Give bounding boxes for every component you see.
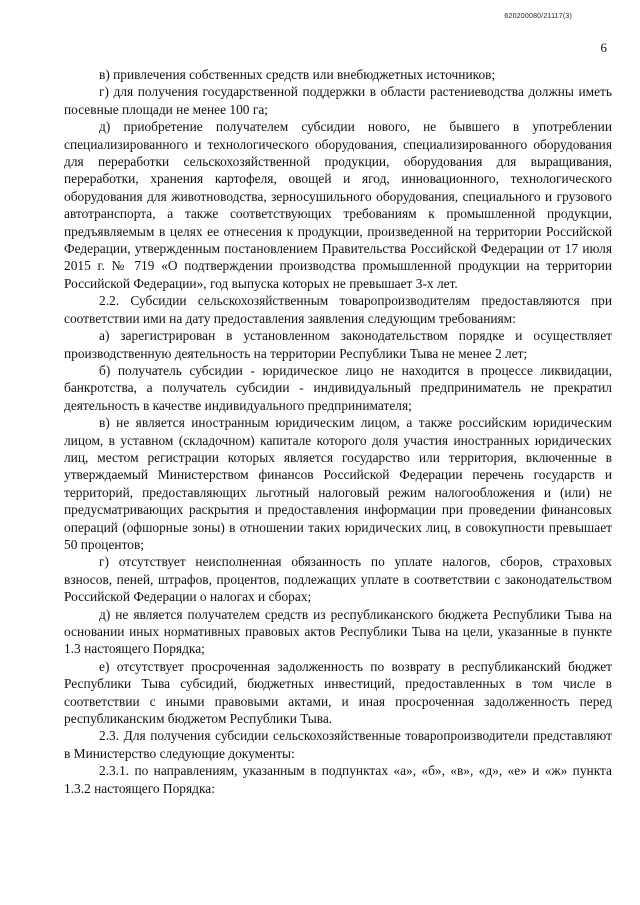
- paragraph-2-2-requirements: 2.2. Субсидии сельскохозяйственным товаропроизводителям предоставляются при соответствии ими на дату предоставления заявления следующим требованиям:: [64, 293, 612, 326]
- document-code: 620200080/21117(3): [504, 13, 572, 20]
- paragraph-d-equipment: д) приобретение получателем субсидии нового, не бывшего в употреблении специализированного и технологического оборудования, специализированного оборудования для переработки сельскохозяйственной продукции, оборудования для выращивания, переработки, хранения картофеля, овощей и ягод, инновационного, технологического оборудования для животноводства, зерносушильного оборудования, специального и грузового автотранспорта, а также соответствующих требованиям к промышленной продукции, предъявляемым в целях ее отнесения к продукции, произведенной на территории Российской Федерации, утвержденным постановлением Правительства Российской Федерации от 17 июля 2015 г. № 719 «О подтверждении производства промышленной продукции на территории Российской Федерации», год выпуска которых не превышает 3-х лет.: [64, 119, 612, 291]
- paragraph-2-3-1-directions: 2.3.1. по направлениям, указанным в подпунктах «а», «б», «в», «д», «е» и «ж» пункта 1.3.2 настоящего Порядка:: [64, 763, 612, 796]
- paragraph-2-3-documents: 2.3. Для получения субсидии сельскохозяйственные товаропроизводители представляют в Министерство следующие документы:: [64, 728, 612, 761]
- page-number: 6: [600, 40, 607, 55]
- paragraph-a-registered: а) зарегистрирован в установленном законодательством порядке и осуществляет производственную деятельность на территории Республики Тыва не менее 2 лет;: [64, 328, 612, 361]
- paragraph-g-sown-area: г) для получения государственной поддержки в области растениеводства должны иметь посевные площади не менее 100 га;: [64, 84, 612, 117]
- paragraph-v-own-funds: в) привлечения собственных средств или внебюджетных источников;: [99, 67, 496, 82]
- paragraph-g-no-tax-debt: г) отсутствует неисполненная обязанность по уплате налогов, сборов, страховых взносов, пеней, штрафов, процентов, подлежащих уплате в соответствии с законодательством Российской Федерации о налогах и сборах;: [64, 554, 612, 605]
- document-body: [64, 66, 612, 797]
- paragraph-d-not-recipient: д) не является получателем средств из республиканского бюджета Республики Тыва на основании иных нормативных правовых актов Республики Тыва на цели, указанные в пункте 1.3 настоящего Порядка;: [64, 606, 612, 657]
- paragraph-b-no-liquidation: б) получатель субсидии - юридическое лицо не находится в процессе ликвидации, банкротства, а получатель субсидии - индивидуальный предприниматель не прекратил деятельность в качестве индивидуального предпринимателя;: [64, 362, 612, 413]
- paragraph-v-not-foreign: в) не является иностранным юридическим лицом, а также российским юридическим лицом, в уставном (складочном) капитале которого доля участия иностранных юридических лиц, местом регистрации которых является государство или территория, включенные в утверждаемый Министерством финансов Российской Федерации перечень государств и территорий, предоставляющих льготный налоговый режим налогообложения и (или) не предусматривающих раскрытия и предоставления информации при проведении финансовых операций (офшорные зоны) в отношении таких юридических лиц, в совокупности превышает 50 процентов;: [64, 415, 612, 552]
- paragraph-e-no-overdue-debt: е) отсутствует просроченная задолженность по возврату в республиканский бюджет Республики Тыва субсидий, бюджетных инвестиций, предоставленных в том числе в соответствии с иными правовыми актами, и иная просроченная задолженность перед республиканским бюджетом Республики Тыва.: [64, 658, 612, 727]
